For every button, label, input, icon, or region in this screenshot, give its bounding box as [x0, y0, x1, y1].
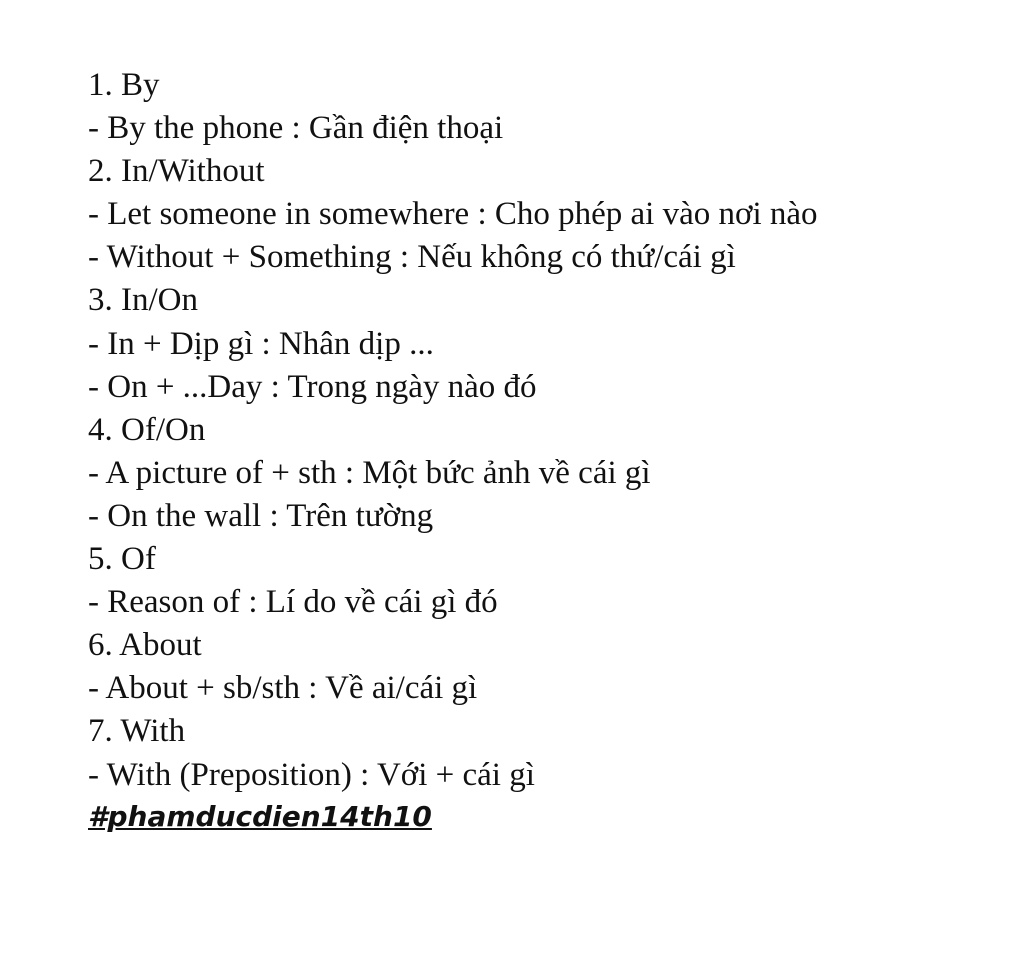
- entry-on-the-wall: - On the wall : Trên tường: [88, 497, 434, 534]
- heading-5-of: 5. Of: [88, 541, 156, 578]
- entry-in-occasion: - In + Dịp gì : Nhân dịp ...: [88, 325, 434, 362]
- heading-2-in-without: 2. In/Without: [88, 153, 265, 190]
- author-hashtag: #phamducdien14th10: [88, 799, 432, 833]
- heading-7-with: 7. With: [88, 713, 186, 750]
- entry-without-something: - Without + Something : Nếu không có thứ/cái gì: [88, 239, 736, 276]
- entry-let-someone-in: - Let someone in somewhere : Cho phép ai vào nơi nào: [88, 196, 818, 233]
- heading-6-about: 6. About: [88, 627, 202, 664]
- heading-1-by: 1. By: [88, 67, 160, 103]
- entry-about: - About + sb/sth : Về ai/cái gì: [88, 670, 478, 707]
- entry-on-day: - On + ...Day : Trong ngày nào đó: [88, 368, 537, 405]
- heading-3-in-on: 3. In/On: [88, 282, 198, 319]
- document-body: [88, 64, 984, 835]
- entry-with-preposition: - With (Preposition) : Với + cái gì: [88, 756, 535, 793]
- entry-reason-of: - Reason of : Lí do về cái gì đó: [88, 584, 498, 621]
- entry-picture-of: - A picture of + sth : Một bức ảnh về cái gì: [88, 454, 651, 491]
- heading-4-of-on: 4. Of/On: [88, 411, 206, 448]
- entry-by-the-phone: - By the phone : Gần điện thoại: [88, 110, 504, 147]
